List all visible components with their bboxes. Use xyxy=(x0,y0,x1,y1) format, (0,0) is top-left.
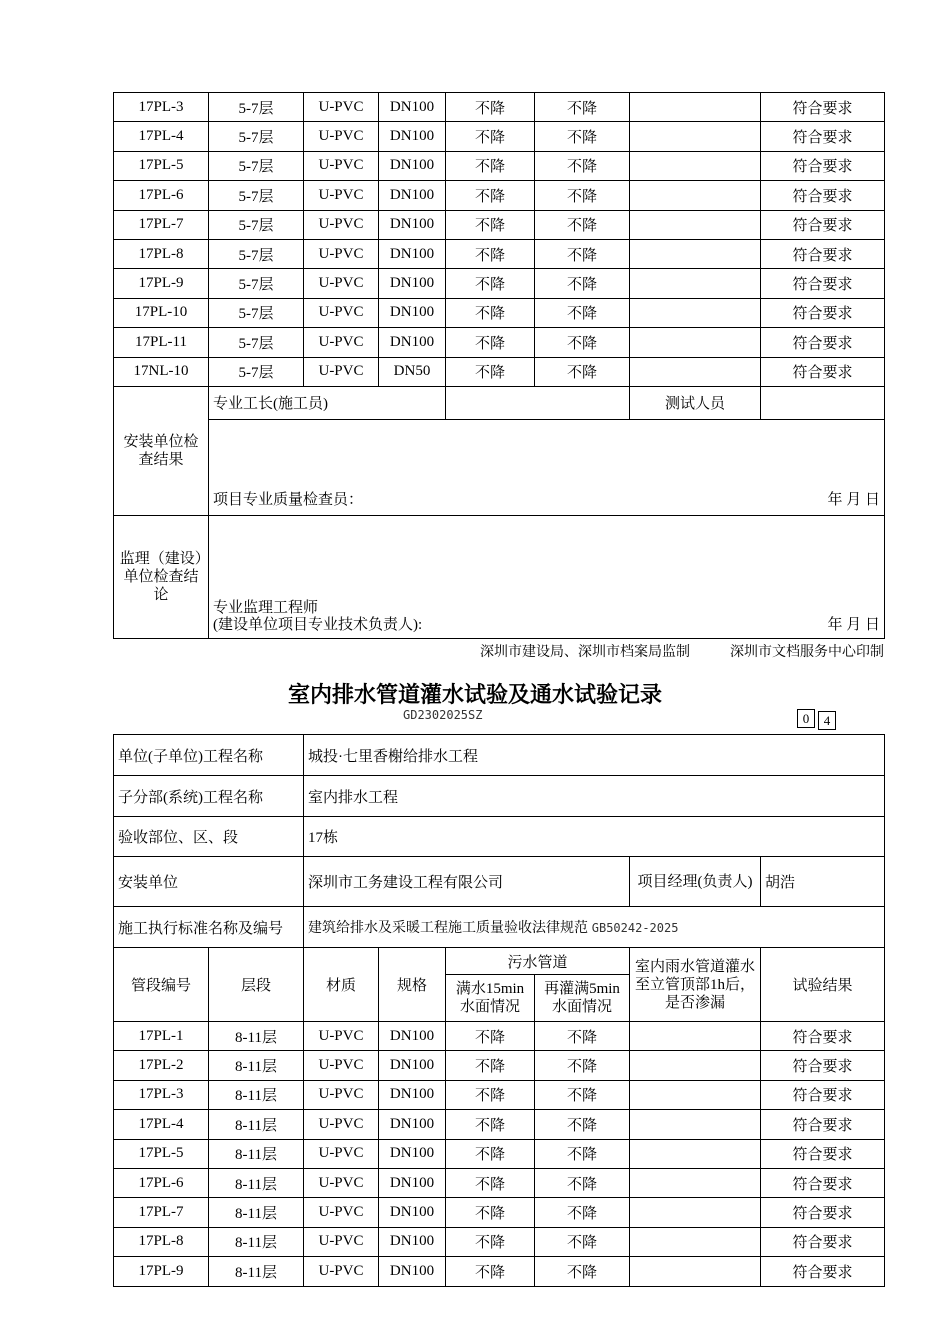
install-check-label: 安装单位检查结果 xyxy=(114,386,209,515)
cell-fill-15min: 不降 xyxy=(446,1198,535,1227)
cell-result: 符合要求 xyxy=(761,1227,885,1256)
cell-rain-leak xyxy=(630,1110,761,1139)
cell-material: U-PVC xyxy=(304,1139,379,1168)
cell-result: 符合要求 xyxy=(761,1022,885,1051)
cell-spec: DN100 xyxy=(379,1139,446,1168)
foreman-value[interactable] xyxy=(446,386,630,419)
cell-segment-id: 17PL-9 xyxy=(114,1257,209,1286)
cell-spec: DN100 xyxy=(379,1022,446,1051)
cell-refill-5min: 不降 xyxy=(535,1227,630,1256)
cell-floor: 5-7层 xyxy=(209,151,304,180)
footer-right: 深圳市文档服务中心印制 xyxy=(730,645,884,660)
cell-fill-15min: 不降 xyxy=(446,93,535,122)
cell-segment-id: 17PL-7 xyxy=(114,1198,209,1227)
qc-label: 项目专业质量检查员： xyxy=(213,491,364,508)
form-number xyxy=(797,709,839,728)
cell-material: U-PVC xyxy=(304,328,379,357)
cell-fill-15min: 不降 xyxy=(446,210,535,239)
cell-floor: 5-7层 xyxy=(209,122,304,151)
cell-segment-id: 17PL-4 xyxy=(114,1110,209,1139)
header-sewage: 污水管道 xyxy=(446,948,630,975)
cell-refill-5min: 不降 xyxy=(535,1022,630,1051)
cell-result: 符合要求 xyxy=(761,328,885,357)
header-fill-15min: 满水15min水面情况 xyxy=(446,975,535,1022)
subproject-name-value: 室内排水工程 xyxy=(304,776,885,817)
qc-sign-area xyxy=(209,419,885,515)
cell-rain-leak xyxy=(630,93,761,122)
table-row xyxy=(114,1227,885,1256)
cell-floor: 5-7层 xyxy=(209,210,304,239)
cell-result: 符合要求 xyxy=(761,357,885,386)
cell-result: 符合要求 xyxy=(761,151,885,180)
cell-material: U-PVC xyxy=(304,357,379,386)
cell-floor: 8-11层 xyxy=(209,1257,304,1286)
area-label: 验收部位、区、段 xyxy=(114,817,304,857)
cell-spec: DN100 xyxy=(379,1227,446,1256)
table-row xyxy=(114,1139,885,1168)
cell-segment-id: 17PL-7 xyxy=(114,210,209,239)
cell-result: 符合要求 xyxy=(761,239,885,268)
cell-rain-leak xyxy=(630,1168,761,1197)
table-row xyxy=(114,239,885,268)
cell-segment-id: 17PL-5 xyxy=(114,151,209,180)
cell-rain-leak xyxy=(630,239,761,268)
qc-date: 年 月 日 xyxy=(827,491,880,508)
cell-spec: DN100 xyxy=(379,328,446,357)
header-refill-5min: 再灌满5min水面情况 xyxy=(535,975,630,1022)
supervision-label: 监理（建设）单位检查结论 xyxy=(114,515,209,638)
cell-floor: 8-11层 xyxy=(209,1080,304,1109)
cell-refill-5min: 不降 xyxy=(535,298,630,327)
header-rain-leak: 室内雨水管道灌水至立管顶部1h后，是否渗漏 xyxy=(630,948,761,1022)
cell-refill-5min: 不降 xyxy=(535,210,630,239)
cell-rain-leak xyxy=(630,1022,761,1051)
subproject-name-label: 子分部(系统)工程名称 xyxy=(114,776,304,817)
installer-label: 安装单位 xyxy=(114,857,304,907)
cell-floor: 8-11层 xyxy=(209,1051,304,1080)
table-row xyxy=(114,328,885,357)
cell-floor: 5-7层 xyxy=(209,269,304,298)
cell-material: U-PVC xyxy=(304,93,379,122)
project-name-value: 城投·七里香榭给排水工程 xyxy=(304,735,885,776)
header-floor: 层段 xyxy=(209,948,304,1022)
foreman-label: 专业工长(施工员) xyxy=(209,386,446,419)
cell-segment-id: 17PL-3 xyxy=(114,93,209,122)
cell-fill-15min: 不降 xyxy=(446,1227,535,1256)
cell-rain-leak xyxy=(630,122,761,151)
cell-material: U-PVC xyxy=(304,1110,379,1139)
cell-segment-id: 17PL-3 xyxy=(114,1080,209,1109)
cell-segment-id: 17PL-8 xyxy=(114,1227,209,1256)
cell-segment-id: 17PL-10 xyxy=(114,298,209,327)
cell-refill-5min: 不降 xyxy=(535,1139,630,1168)
supervision-sign-area xyxy=(209,515,885,638)
manager-value: 胡浩 xyxy=(761,857,885,907)
cell-rain-leak xyxy=(630,1139,761,1168)
cell-spec: DN100 xyxy=(379,93,446,122)
form-number-digit: 4 xyxy=(818,711,836,730)
cell-floor: 5-7层 xyxy=(209,181,304,210)
cell-segment-id: 17PL-1 xyxy=(114,1022,209,1051)
cell-refill-5min: 不降 xyxy=(535,1051,630,1080)
cell-refill-5min: 不降 xyxy=(535,151,630,180)
cell-result: 符合要求 xyxy=(761,1080,885,1109)
table-row xyxy=(114,269,885,298)
cell-spec: DN100 xyxy=(379,122,446,151)
cell-floor: 5-7层 xyxy=(209,328,304,357)
cell-rain-leak xyxy=(630,298,761,327)
installer-value: 深圳市工务建设工程有限公司 xyxy=(304,857,630,907)
cell-material: U-PVC xyxy=(304,1051,379,1080)
cell-material: U-PVC xyxy=(304,1227,379,1256)
cell-spec: DN100 xyxy=(379,210,446,239)
cell-result: 符合要求 xyxy=(761,1110,885,1139)
document-code: GD2302025SZ xyxy=(403,708,483,722)
cell-fill-15min: 不降 xyxy=(446,269,535,298)
cell-spec: DN100 xyxy=(379,239,446,268)
cell-material: U-PVC xyxy=(304,1022,379,1051)
cell-fill-15min: 不降 xyxy=(446,1168,535,1197)
cell-rain-leak xyxy=(630,1051,761,1080)
cell-floor: 8-11层 xyxy=(209,1022,304,1051)
table-row xyxy=(114,357,885,386)
cell-result: 符合要求 xyxy=(761,1051,885,1080)
cell-material: U-PVC xyxy=(304,1080,379,1109)
cell-refill-5min: 不降 xyxy=(535,1110,630,1139)
cell-spec: DN100 xyxy=(379,1257,446,1286)
cell-material: U-PVC xyxy=(304,298,379,327)
cell-spec: DN100 xyxy=(379,151,446,180)
cell-result: 符合要求 xyxy=(761,181,885,210)
cell-spec: DN100 xyxy=(379,1198,446,1227)
cell-material: U-PVC xyxy=(304,1168,379,1197)
standard-value xyxy=(304,907,885,948)
cell-fill-15min: 不降 xyxy=(446,1080,535,1109)
manager-label: 项目经理(负责人) xyxy=(630,857,761,907)
cell-floor: 8-11层 xyxy=(209,1168,304,1197)
cell-rain-leak xyxy=(630,151,761,180)
table-row xyxy=(114,1168,885,1197)
table-row xyxy=(114,1110,885,1139)
cell-rain-leak xyxy=(630,357,761,386)
cell-fill-15min: 不降 xyxy=(446,122,535,151)
table-row xyxy=(114,1198,885,1227)
cell-result: 符合要求 xyxy=(761,1198,885,1227)
cell-floor: 8-11层 xyxy=(209,1110,304,1139)
cell-result: 符合要求 xyxy=(761,210,885,239)
tester-label: 测试人员 xyxy=(630,386,761,419)
cell-refill-5min: 不降 xyxy=(535,93,630,122)
cell-fill-15min: 不降 xyxy=(446,181,535,210)
cell-segment-id: 17PL-8 xyxy=(114,239,209,268)
cell-result: 符合要求 xyxy=(761,1257,885,1286)
cell-fill-15min: 不降 xyxy=(446,298,535,327)
footer-note xyxy=(113,641,884,661)
cell-floor: 8-11层 xyxy=(209,1139,304,1168)
cell-segment-id: 17PL-5 xyxy=(114,1139,209,1168)
cell-result: 符合要求 xyxy=(761,298,885,327)
cell-rain-leak xyxy=(630,1227,761,1256)
cell-spec: DN100 xyxy=(379,1051,446,1080)
header-material: 材质 xyxy=(304,948,379,1022)
cell-rain-leak xyxy=(630,269,761,298)
page-title: 室内排水管道灌水试验及通水试验记录 xyxy=(287,683,662,708)
table-row xyxy=(114,1022,885,1051)
cell-fill-15min: 不降 xyxy=(446,1110,535,1139)
cell-result: 符合要求 xyxy=(761,1139,885,1168)
area-value: 17栋 xyxy=(304,817,885,857)
cell-floor: 5-7层 xyxy=(209,298,304,327)
standard-label: 施工执行标准名称及编号 xyxy=(114,907,304,948)
cell-material: U-PVC xyxy=(304,269,379,298)
cell-segment-id: 17PL-11 xyxy=(114,328,209,357)
cell-floor: 5-7层 xyxy=(209,357,304,386)
cell-material: U-PVC xyxy=(304,1198,379,1227)
table-row xyxy=(114,210,885,239)
cell-result: 符合要求 xyxy=(761,269,885,298)
cell-fill-15min: 不降 xyxy=(446,328,535,357)
project-name-label: 单位(子单位)工程名称 xyxy=(114,735,304,776)
table-row xyxy=(114,181,885,210)
header-result: 试验结果 xyxy=(761,948,885,1022)
cell-rain-leak xyxy=(630,1198,761,1227)
table-row xyxy=(114,1257,885,1286)
cell-floor: 8-11层 xyxy=(209,1227,304,1256)
cell-fill-15min: 不降 xyxy=(446,151,535,180)
cell-segment-id: 17PL-2 xyxy=(114,1051,209,1080)
cell-spec: DN50 xyxy=(379,357,446,386)
cell-result: 符合要求 xyxy=(761,1168,885,1197)
cell-result: 符合要求 xyxy=(761,122,885,151)
cell-refill-5min: 不降 xyxy=(535,1198,630,1227)
cell-rain-leak xyxy=(630,210,761,239)
table-row xyxy=(114,1051,885,1080)
engineer-label: 专业监理工程师 xyxy=(213,599,319,616)
table-row xyxy=(114,298,885,327)
cell-material: U-PVC xyxy=(304,210,379,239)
cell-rain-leak xyxy=(630,1257,761,1286)
cell-spec: DN100 xyxy=(379,1168,446,1197)
cell-fill-15min: 不降 xyxy=(446,1022,535,1051)
cell-fill-15min: 不降 xyxy=(446,1257,535,1286)
test-record-table xyxy=(113,734,885,1287)
cell-refill-5min: 不降 xyxy=(535,357,630,386)
cell-refill-5min: 不降 xyxy=(535,239,630,268)
cell-fill-15min: 不降 xyxy=(446,357,535,386)
standard-code: GB50242-2025 xyxy=(591,921,679,935)
cell-refill-5min: 不降 xyxy=(535,269,630,298)
table-row xyxy=(114,122,885,151)
cell-refill-5min: 不降 xyxy=(535,328,630,357)
cell-floor: 8-11层 xyxy=(209,1198,304,1227)
cell-fill-15min: 不降 xyxy=(446,239,535,268)
cell-refill-5min: 不降 xyxy=(535,1168,630,1197)
table-row xyxy=(114,1080,885,1109)
cell-rain-leak xyxy=(630,181,761,210)
supervision-date: 年 月 日 xyxy=(827,616,880,633)
cell-rain-leak xyxy=(630,328,761,357)
cell-refill-5min: 不降 xyxy=(535,122,630,151)
cell-refill-5min: 不降 xyxy=(535,181,630,210)
form-number-digit: 0 xyxy=(797,709,815,728)
cell-floor: 5-7层 xyxy=(209,239,304,268)
cell-material: U-PVC xyxy=(304,239,379,268)
cell-material: U-PVC xyxy=(304,122,379,151)
cell-spec: DN100 xyxy=(379,1110,446,1139)
header-spec: 规格 xyxy=(379,948,446,1022)
cell-rain-leak xyxy=(630,1080,761,1109)
cell-result: 符合要求 xyxy=(761,93,885,122)
cell-material: U-PVC xyxy=(304,181,379,210)
cell-segment-id: 17PL-6 xyxy=(114,1168,209,1197)
cell-segment-id: 17PL-4 xyxy=(114,122,209,151)
cell-material: U-PVC xyxy=(304,1257,379,1286)
cell-spec: DN100 xyxy=(379,1080,446,1109)
table-row xyxy=(114,151,885,180)
standard-name: 建筑给排水及采暖工程施工质量验收法律规范 xyxy=(308,920,588,936)
cell-segment-id: 17NL-10 xyxy=(114,357,209,386)
cell-segment-id: 17PL-6 xyxy=(114,181,209,210)
cell-floor: 5-7层 xyxy=(209,93,304,122)
engineer-label-sub: (建设单位项目专业技术负责人): xyxy=(213,616,423,633)
cell-material: U-PVC xyxy=(304,151,379,180)
cell-refill-5min: 不降 xyxy=(535,1257,630,1286)
table-row xyxy=(114,93,885,122)
cell-spec: DN100 xyxy=(379,181,446,210)
cell-spec: DN100 xyxy=(379,298,446,327)
header-segment: 管段编号 xyxy=(114,948,209,1022)
cell-spec: DN100 xyxy=(379,269,446,298)
continuation-table xyxy=(113,92,885,639)
cell-fill-15min: 不降 xyxy=(446,1051,535,1080)
footer-left: 深圳市建设局、深圳市档案局监制 xyxy=(480,645,690,660)
cell-refill-5min: 不降 xyxy=(535,1080,630,1109)
cell-fill-15min: 不降 xyxy=(446,1139,535,1168)
cell-segment-id: 17PL-9 xyxy=(114,269,209,298)
tester-value[interactable] xyxy=(761,386,885,419)
